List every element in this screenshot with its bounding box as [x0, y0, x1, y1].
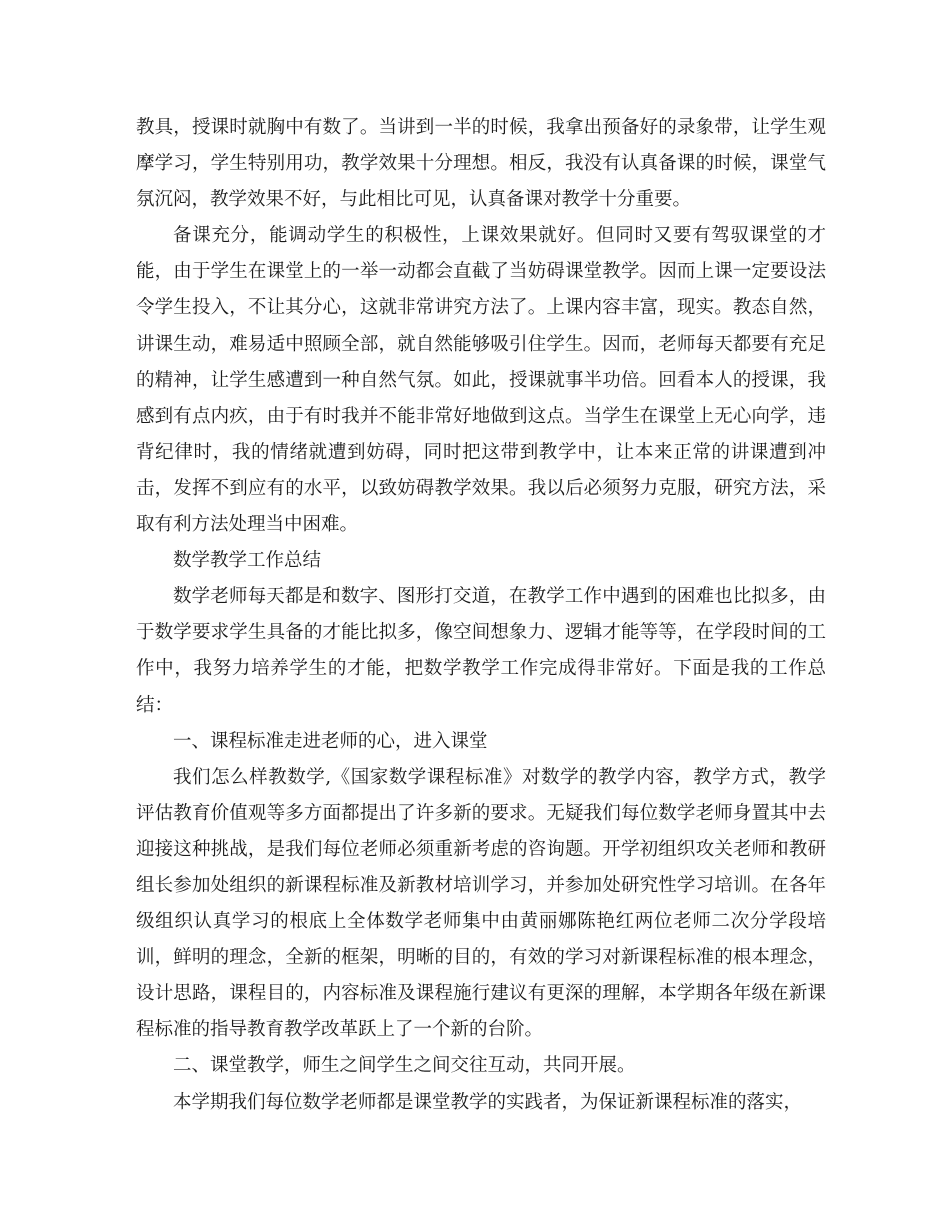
paragraph-classroom: 本学期我们每位数学老师都是课堂教学的实践者，为保证新课程标准的落实， — [173, 1091, 803, 1113]
heading-two: 二、课堂教学，师生之间学生之间交往互动，共同开展。 — [173, 1055, 636, 1077]
paragraph-intro: 数学老师每天都是和数字、图形打交道，在教学工作中遇到的困难也比拟多，由于数学要求学生具备的才能比拟多，像空间想象力、逻辑才能等等，在学段时间的工作中，我努力培养学生的才能，把数学教学工作完成得非常好。下面是我的工作总结： — [136, 586, 826, 716]
paragraph-2: 备课充分，能调动学生的积极性，上课效果就好。但同时又要有驾驭课堂的才能，由于学生在课堂上的一举一动都会直截了当妨碍课堂教学。因而上课一定要设法令学生投入，不让其分心，这就非常讲究方法了。上课内容丰富，现实。教态自然，讲课生动，难易适中照顾全部，就自然能够吸引住学生。因而，老师每天都要有充足的精神，让学生感遭到一种自然气氛。如此，授课就事半功倍。回看本人的授课，我感到有点内疚，由于有时我并不能非常好地做到这点。当学生在课堂上无心向学，违背纪律时，我的情绪就遭到妨碍，同时把这带到教学中，让本来正常的讲课遭到冲击，发挥不到应有的水平，以致妨碍教学效果。我以后必须努力克服，研究方法，采取有利方法处理当中困难。 — [136, 225, 826, 536]
heading-one: 一、课程标准走进老师的心，进入课堂 — [173, 730, 488, 752]
section-title: 数学教学工作总结 — [173, 550, 322, 572]
paragraph-standards: 我们怎么样教数学,《国家数学课程标准》对数学的教学内容，教学方式，教学评估教育价值观等多方面都提出了许多新的要求。无疑我们每位数学老师身置其中去迎接这种挑战，是我们每位老师必须重新考虑的咨询题。开学初组织攻关老师和教研组长参加处组织的新课程标准及新教材培训学习，并参加处研究性学习培训。在各年级组织认真学习的根底上全体数学老师集中由黄丽娜陈艳红两位老师二次分学段培训，鲜明的理念，全新的框架，明晰的目的，有效的学习对新课程标准的根本理念，设计思路，课程目的，内容标准及课程施行建议有更深的理解，本学期各年级在新课程标准的指导教育教学改革跃上了一个新的台阶。 — [136, 766, 826, 1041]
paragraph-1: 教具，授课时就胸中有数了。当讲到一半的时候，我拿出预备好的录象带，让学生观摩学习，学生特别用功，教学效果十分理想。相反，我没有认真备课的时候，课堂气氛沉闷，教学效果不好，与此相比可见，认真备课对教学十分重要。 — [136, 117, 826, 211]
document-body — [136, 110, 826, 1121]
